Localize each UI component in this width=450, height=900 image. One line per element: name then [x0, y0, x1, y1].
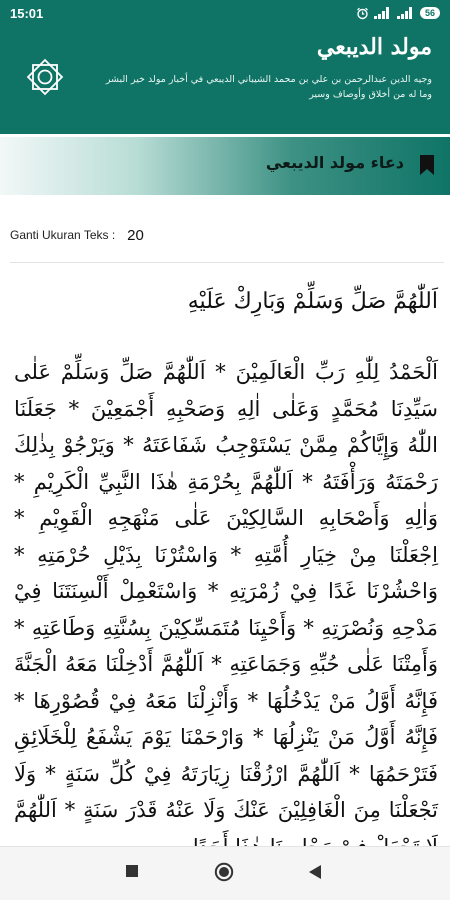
- font-size-value[interactable]: 20: [127, 226, 144, 244]
- status-icons: [356, 7, 440, 20]
- status-time: 15:01: [10, 5, 44, 21]
- section-banner: [0, 137, 450, 195]
- alarm-icon: [356, 7, 369, 20]
- divider: [10, 262, 444, 263]
- app-subtitle: وجيه الدين عبدالرحمن بن علي بن محمد الشيباني الديبعي في أخبار مولد خير البشر وما له من أخلاق وأوصاف وسير: [105, 74, 432, 100]
- bookmark-icon: [420, 155, 434, 175]
- battery-icon: 56: [420, 7, 440, 19]
- dua-body: اَلْحَمْدُ لِلّٰهِ رَبِّ الْعَالَمِيْنَ * اَللّٰهُمَّ صَلِّ وَسَلِّمْ عَلٰى سَيِّدِنَا مُحَمَّدٍ وَعَلٰى اٰلِهِ وَصَحْبِهِ أَجْمَعِيْنَ * جَعَلَنَا اللّٰهُ وَإِيَّاكُمْ مِمَّنْ يَسْتَوْجِبُ شَفَاعَتَهُ * وَيَرْجُوْ بِذٰلِكَ رَحْمَتَهُ وَرَأْفَتَهُ * اَللّٰهُمَّ بِحُرْمَةِ هٰذَا النَّبِيِّ الْكَرِيْمِ * وَاٰلِهِ وَأَصْحَابِهِ السَّالِكِيْنَ عَلٰى مَنْهَجِهِ الْقَوِيْمِ * اِجْعَلْنَا مِنْ خِيَارِ أُمَّتِهِ * وَاسْتُرْنَا بِذَيْلِ حُرْمَتِهِ * وَاحْشُرْنَا غَدًا فِيْ زُمْرَتِهِ * وَاسْتَعْمِلْ أَلْسِنَتَنَا فِيْ مَدْحِهِ وَنُصْرَتِهِ * وَأَحْيِنَا مُتَمَسِّكِيْنَ بِسُنَّتِهِ وَطَاعَتِهِ * وَأَمِتْنَا عَلٰى حُبِّهِ وَجَمَاعَتِهِ * اَللّٰهُمَّ أَدْخِلْنَا مَعَهُ الْجَنَّةَ فَإِنَّهُ أَوَّلُ مَنْ يَدْخُلُهَا * وَأَنْزِلْنَا مَعَهُ فِيْ قُصُوْرِهَا * فَإِنَّهُ أَوَّلُ مَنْ يَنْزِلُهَا * وَارْحَمْنَا يَوْمَ يَشْفَعُ لِلْخَلَائِقِ فَتَرْحَمُهَا * اَللّٰهُمَّ ارْزُقْنَا زِيَارَتَهُ فِيْ كُلِّ سَنَةٍ * وَلَا تَجْعَلْنَا مِنَ الْغَافِلِيْنَ عَنْكَ وَلَا عَنْهُ قَدْرَ سَنَةٍ * اَللّٰهُمَّ: [14, 360, 438, 822]
- home-circle-icon[interactable]: [214, 862, 234, 882]
- dua-content: [14, 276, 438, 846]
- navigation-bar: [0, 846, 450, 900]
- octagram-logo-icon: [24, 56, 66, 98]
- signal-icon: [397, 7, 415, 19]
- signal-icon: [374, 7, 392, 19]
- font-size-label: Ganti Ukuran Teks :: [10, 228, 116, 242]
- back-triangle-icon[interactable]: [308, 864, 322, 880]
- section-title: دعاء مولد الديبعي: [265, 153, 404, 172]
- recents-square-icon[interactable]: [125, 864, 139, 878]
- dua-heading: اَللّٰهُمَّ صَلِّ وَسَلِّمْ وَبَارِكْ عَلَيْهِ: [187, 289, 438, 314]
- font-size-control[interactable]: [10, 221, 144, 249]
- status-bar: [0, 0, 450, 26]
- app-title: مولد الديبعي: [316, 34, 432, 60]
- app-header: [0, 26, 450, 134]
